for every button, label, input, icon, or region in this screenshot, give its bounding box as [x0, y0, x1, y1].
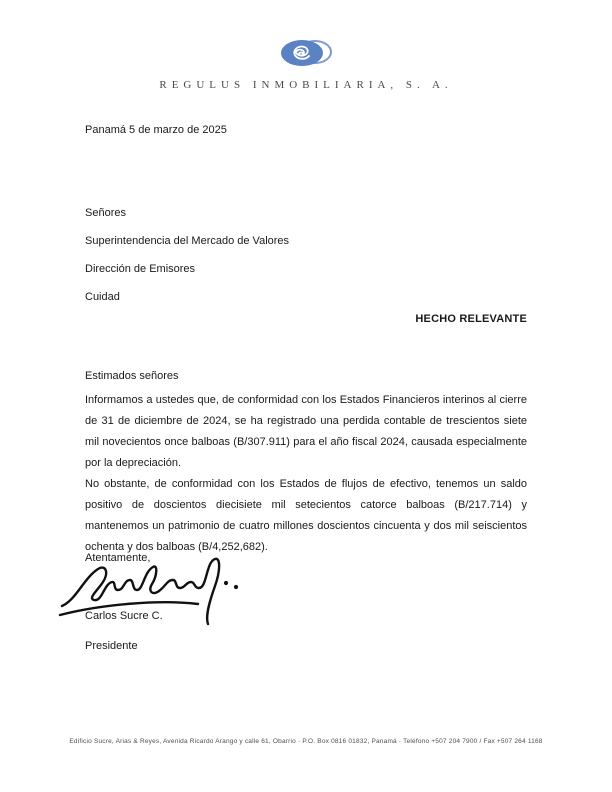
subject-heading: HECHO RELEVANTE	[415, 313, 527, 325]
body-paragraph-2: No obstante, de conformidad con los Estados de flujos de efectivo, tenemos un saldo positivo de doscientos diecisiete mil setecientos catorce balboas (B/217.714) y mantenemos un patrimonio de cuatro millones doscientos cincuenta y dos mil seiscientos ochenta y dos balboas (B/4,252,682).	[85, 478, 527, 553]
spiral-shell-logo-icon	[279, 36, 333, 70]
signer-title: Presidente	[85, 640, 138, 652]
recipient-city: Cuidad	[85, 291, 120, 303]
recipient-block	[85, 199, 527, 311]
closing-line: Atentamente,	[85, 552, 151, 564]
recipient-department: Dirección de Emisores	[85, 263, 196, 275]
footer-address-line: Edificio Sucre, Arias & Reyes, Avenida Ricardo Arango y calle 61, Obarrio · P.O. Box 0816 01832, Panamá · Teléfono +507 204 7900 / Fax +507 264 1168	[69, 738, 543, 745]
recipient-organization: Superintendencia del Mercado de Valores	[85, 235, 290, 247]
date-line: Panamá 5 de marzo de 2025	[85, 124, 227, 136]
recipient-salutation: Señores	[85, 207, 126, 219]
body-paragraph-1: Informamos a ustedes que, de conformidad con los Estados Financieros interinos al cierre de 31 de diciembre de 2024, se ha registrado una perdida contable de trescientos siete mil novecientos once balboas (B/307.911) para el año fiscal 2024, causada especialmente por la depreciación.	[85, 394, 527, 469]
signer-name: Carlos Sucre C.	[85, 610, 163, 622]
company-name: REGULUS INMOBILIARIA, S. A.	[159, 79, 453, 91]
letterhead	[0, 36, 612, 91]
greeting-line: Estimados señores	[85, 370, 179, 382]
